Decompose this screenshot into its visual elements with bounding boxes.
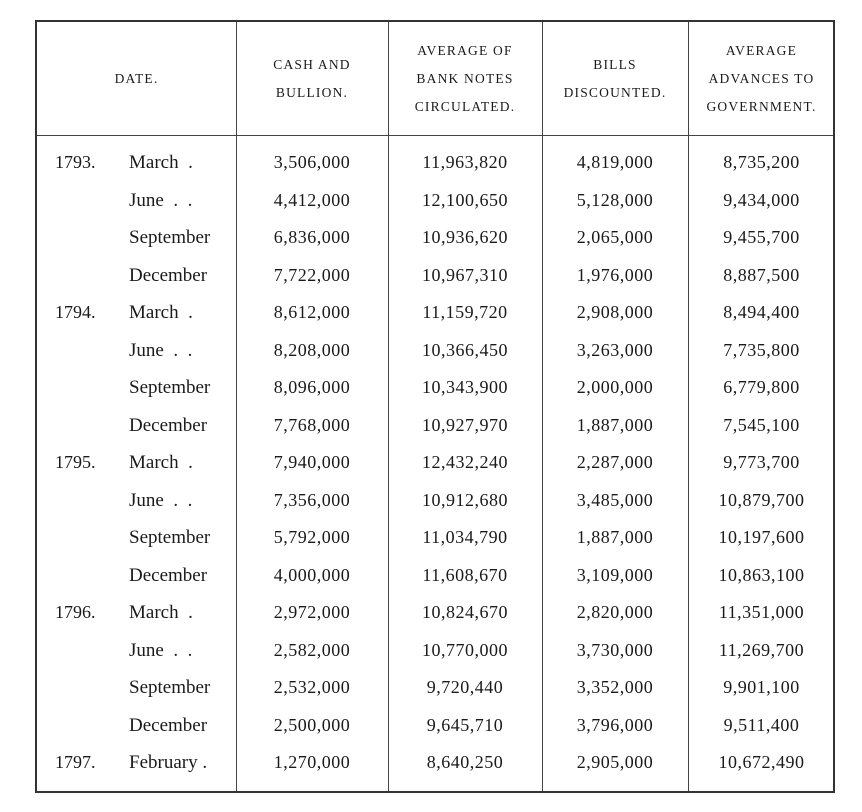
cell-year: 1795.: [55, 452, 96, 472]
cell-advances: 9,455,700: [723, 227, 800, 247]
cell-cash: 8,612,000: [273, 302, 351, 322]
cell-notes: 11,034,790: [422, 527, 508, 547]
cell-notes: 12,432,240: [422, 452, 508, 472]
cell-bills: 3,263,000: [576, 339, 654, 360]
cell-notes: 10,824,670: [422, 602, 508, 622]
cell-month: December: [129, 564, 208, 586]
cell-notes: 11,963,820: [422, 152, 508, 172]
table-row: [37, 369, 833, 406]
header-bank-notes: AVERAGE OF BANK NOTES CIRCULATED.: [414, 42, 516, 114]
table-row: [37, 669, 833, 706]
cell-advances: 6,779,800: [723, 377, 800, 397]
cell-notes: 10,770,000: [422, 639, 508, 660]
cell-month: December: [129, 714, 208, 736]
cell-bills: 2,065,000: [576, 227, 654, 247]
cell-cash: 8,208,000: [273, 339, 351, 360]
cell-notes: 9,720,440: [426, 677, 504, 697]
table-row: [37, 707, 833, 744]
cell-cash: 7,722,000: [273, 264, 351, 285]
cell-advances: 10,672,490: [718, 752, 805, 772]
cell-advances: 7,735,800: [723, 339, 800, 360]
table-row: [37, 257, 833, 294]
cell-bills: 3,352,000: [576, 677, 654, 697]
cell-bills: 1,887,000: [576, 527, 654, 547]
cell-year: 1797.: [55, 752, 96, 772]
cell-cash: 2,532,000: [273, 677, 351, 697]
cell-cash: 2,582,000: [273, 639, 351, 660]
cell-cash: 2,500,000: [273, 714, 351, 735]
cell-cash: 2,972,000: [273, 602, 351, 622]
cell-bills: 3,485,000: [576, 489, 654, 510]
cell-cash: 7,940,000: [273, 452, 351, 472]
table-row: [37, 632, 833, 669]
table-row: [37, 744, 833, 781]
cell-notes: 10,343,900: [422, 377, 508, 397]
cell-cash: 7,768,000: [273, 414, 351, 435]
cell-month: March .: [129, 452, 193, 473]
cell-notes: 12,100,650: [422, 189, 508, 210]
cell-bills: 1,976,000: [576, 264, 654, 285]
table-row: [37, 444, 833, 481]
cell-month: June . .: [129, 339, 193, 361]
cell-month: September: [129, 377, 211, 398]
bank-table: [35, 20, 835, 793]
cell-bills: 4,819,000: [576, 152, 654, 172]
cell-advances: 10,879,700: [718, 489, 805, 510]
cell-cash: 4,412,000: [273, 189, 351, 210]
cell-bills: 3,730,000: [576, 639, 654, 660]
cell-cash: 8,096,000: [273, 377, 351, 397]
cell-notes: 10,927,970: [422, 414, 508, 435]
cell-notes: 10,967,310: [422, 264, 508, 285]
cell-advances: 8,494,400: [723, 302, 800, 322]
cell-notes: 10,912,680: [422, 489, 508, 510]
table-row: [37, 519, 833, 556]
table-row: [37, 144, 833, 181]
cell-notes: 11,608,670: [422, 564, 508, 585]
table-row: [37, 407, 833, 444]
header-bills-discounted: BILLS DISCOUNTED.: [563, 56, 667, 100]
cell-advances: 9,773,700: [723, 452, 800, 472]
cell-month: February .: [129, 752, 208, 773]
cell-advances: 10,863,100: [718, 564, 805, 585]
cell-year: 1793.: [55, 152, 96, 172]
cell-notes: 9,645,710: [426, 714, 504, 735]
cell-notes: 11,159,720: [422, 302, 508, 322]
cell-cash: 5,792,000: [273, 527, 351, 547]
cell-month: June . .: [129, 489, 193, 511]
table-row: [37, 594, 833, 631]
table-row: [37, 182, 833, 219]
cell-advances: 11,269,700: [718, 639, 805, 660]
cell-month: March .: [129, 302, 193, 323]
table-row: [37, 219, 833, 256]
cell-cash: 3,506,000: [273, 152, 351, 172]
cell-month: June . .: [129, 639, 193, 661]
cell-year: 1796.: [55, 602, 96, 622]
cell-month: September: [129, 227, 211, 248]
cell-bills: 2,820,000: [576, 602, 654, 622]
cell-advances: 8,887,500: [723, 264, 800, 285]
cell-advances: 9,901,100: [723, 677, 800, 697]
header-advances: AVERAGE ADVANCES TO GOVERNMENT.: [706, 42, 817, 114]
cell-advances: 9,434,000: [723, 189, 800, 210]
cell-year: 1794.: [55, 302, 96, 322]
cell-advances: 7,545,100: [723, 414, 800, 435]
cell-month: December: [129, 414, 208, 436]
cell-advances: 11,351,000: [718, 602, 805, 622]
cell-cash: 1,270,000: [273, 752, 351, 772]
cell-advances: 8,735,200: [723, 152, 800, 172]
cell-notes: 8,640,250: [426, 752, 504, 772]
table-row: [37, 294, 833, 331]
cell-bills: 3,109,000: [576, 564, 654, 585]
cell-bills: 2,287,000: [576, 452, 654, 472]
cell-cash: 6,836,000: [273, 227, 351, 247]
cell-bills: 5,128,000: [576, 189, 654, 210]
cell-cash: 7,356,000: [273, 489, 351, 510]
header-cash-bullion: CASH AND BULLION.: [273, 56, 351, 100]
cell-month: September: [129, 527, 211, 548]
cell-notes: 10,936,620: [422, 227, 508, 247]
cell-bills: 2,905,000: [576, 752, 654, 772]
cell-bills: 2,908,000: [576, 302, 654, 322]
cell-bills: 2,000,000: [576, 377, 654, 397]
table-row: [37, 557, 833, 594]
cell-month: September: [129, 677, 211, 698]
cell-bills: 3,796,000: [576, 714, 654, 735]
cell-advances: 9,511,400: [723, 714, 800, 735]
header-divider: [37, 135, 833, 136]
header-date: DATE.: [114, 70, 159, 86]
cell-month: June . .: [129, 189, 193, 211]
cell-cash: 4,000,000: [273, 564, 351, 585]
cell-advances: 10,197,600: [718, 527, 805, 547]
cell-bills: 1,887,000: [576, 414, 654, 435]
table-row: [37, 482, 833, 519]
cell-month: March .: [129, 602, 193, 623]
cell-notes: 10,366,450: [422, 339, 508, 360]
cell-month: December: [129, 264, 208, 286]
cell-month: March .: [129, 152, 193, 173]
table-row: [37, 332, 833, 369]
